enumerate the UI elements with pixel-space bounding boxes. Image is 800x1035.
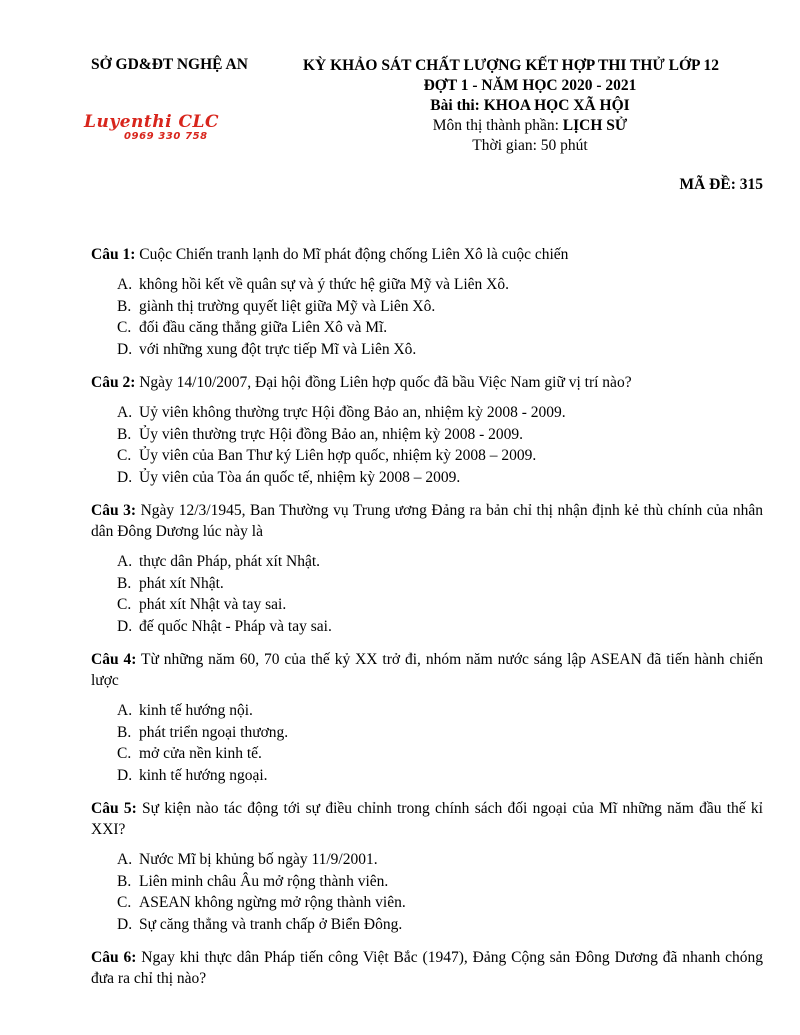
option-letter: C.: [117, 596, 132, 613]
option-text: Uỷ viên không thường trực Hội đồng Bảo an, nhiệm kỳ 2008 - 2009.: [139, 404, 566, 421]
department-name: SỞ GD&ĐT NGHỆ AN: [91, 56, 248, 73]
subject-line: [290, 116, 770, 136]
answer-option: [117, 274, 763, 296]
option-letter: A.: [117, 276, 133, 293]
answer-option: [117, 445, 763, 467]
option-letter: B.: [117, 297, 132, 315]
option-letter: A.: [117, 404, 133, 421]
question-body: Sự kiện nào tác động tới sự điều chỉnh trong chính sách đối ngoại của Mĩ những năm đầu thế kỉ XXI?: [91, 800, 763, 838]
option-text: Ủy viên của Tòa án quốc tế, nhiệm kỳ 2008 – 2009.: [139, 468, 461, 486]
answer-option: [117, 871, 763, 893]
answer-option: [117, 594, 763, 616]
question-6: [91, 947, 763, 989]
option-letter: D.: [117, 766, 133, 784]
question-3: [91, 500, 763, 637]
exam-round: ĐỢT 1 - NĂM HỌC 2020 - 2021: [423, 77, 637, 94]
option-letter: B.: [117, 872, 132, 890]
option-letter: D.: [117, 468, 133, 486]
option-text: không hồi kết về quân sự và ý thức hệ giữa Mỹ và Liên Xô.: [139, 276, 510, 293]
answer-options: [91, 849, 763, 935]
question-label: Câu 6:: [91, 949, 137, 966]
option-letter: A.: [117, 702, 133, 719]
answer-options: [91, 402, 763, 488]
question-1: [91, 244, 763, 360]
option-text: phát xít Nhật.: [139, 574, 224, 592]
question-text: [91, 947, 763, 989]
answer-option: [117, 551, 763, 573]
exam-time: Thời gian: 50 phút: [472, 137, 588, 154]
answer-option: [117, 467, 763, 489]
option-letter: B.: [117, 723, 132, 741]
option-text: phát triển ngoại thương.: [139, 723, 289, 741]
answer-option: [117, 317, 763, 339]
option-letter: C.: [117, 745, 132, 762]
question-text: [91, 798, 763, 840]
option-letter: C.: [117, 319, 132, 336]
option-text: Ủy viên thường trực Hội đồng Bảo an, nhiệm kỳ 2008 - 2009.: [139, 425, 524, 443]
question-text: [91, 244, 763, 265]
paper-label: Bài thi:: [430, 97, 484, 114]
option-letter: C.: [117, 894, 132, 911]
option-text: với những xung đột trực tiếp Mĩ và Liên Xô.: [139, 340, 417, 358]
option-letter: B.: [117, 425, 132, 443]
answer-option: [117, 892, 763, 914]
answer-option: [117, 573, 763, 595]
question-body: Ngay khi thực dân Pháp tiến công Việt Bắc (1947), Đảng Cộng sản Đông Dương đã nhanh chóng đưa ra chỉ thị nào?: [91, 949, 763, 987]
option-letter: D.: [117, 340, 133, 358]
option-text: Nước Mĩ bị khủng bố ngày 11/9/2001.: [139, 851, 378, 868]
paper-line: [290, 96, 770, 116]
answer-options: [91, 700, 763, 786]
option-text: giành thị trường quyết liệt giữa Mỹ và Liên Xô.: [139, 297, 436, 315]
question-label: Câu 5:: [91, 800, 137, 817]
question-label: Câu 4:: [91, 651, 137, 668]
option-text: kinh tế hướng nội.: [139, 702, 253, 719]
option-text: Sự căng thẳng và tranh chấp ở Biển Đông.: [139, 915, 403, 933]
answer-option: [117, 765, 763, 787]
question-body: Ngày 14/10/2007, Đại hội đồng Liên hợp quốc đã bầu Việc Nam giữ vị trí nào?: [135, 374, 632, 391]
option-letter: C.: [117, 447, 132, 464]
question-label: Câu 2:: [91, 374, 136, 391]
question-list: [91, 244, 763, 1001]
option-letter: D.: [117, 915, 133, 933]
question-2: [91, 372, 763, 488]
answer-option: [117, 424, 763, 446]
question-body: Ngày 12/3/1945, Ban Thường vụ Trung ương Đảng ra bản chỉ thị nhận định kẻ thù chính của nhân dân Đông Dương lúc này là: [91, 502, 763, 540]
logo-name: Luyenthi CLC: [84, 112, 219, 132]
answer-option: [117, 296, 763, 318]
option-letter: B.: [117, 574, 132, 592]
subject-value: LỊCH SỬ: [562, 117, 628, 134]
question-label: Câu 3:: [91, 502, 137, 519]
question-body: Từ những năm 60, 70 của thế kỷ XX trở đi, nhóm năm nước sáng lập ASEAN đã tiến hành chiến lược: [91, 651, 763, 689]
answer-option: [117, 700, 763, 722]
question-text: [91, 500, 763, 542]
subject-label: Môn thị thành phần:: [432, 117, 563, 134]
answer-options: [91, 551, 763, 637]
question-body: Cuộc Chiến tranh lạnh do Mĩ phát động chống Liên Xô là cuộc chiến: [135, 246, 569, 263]
question-text: [91, 649, 763, 691]
option-text: mở cửa nền kinh tế.: [139, 745, 262, 762]
answer-option: [117, 743, 763, 765]
option-text: đối đầu căng thẳng giữa Liên Xô và Mĩ.: [139, 319, 388, 336]
exam-header: [290, 56, 770, 156]
answer-option: [117, 849, 763, 871]
option-letter: D.: [117, 617, 133, 635]
exam-code: MÃ ĐỀ: 315: [679, 176, 763, 193]
answer-options: [91, 274, 763, 360]
option-text: kinh tế hướng ngoại.: [139, 766, 268, 784]
option-text: thực dân Pháp, phát xít Nhật.: [139, 553, 321, 570]
option-text: ASEAN không ngừng mở rộng thành viên.: [139, 894, 406, 911]
answer-option: [117, 402, 763, 424]
option-text: Ủy viên của Ban Thư ký Liên hợp quốc, nhiệm kỳ 2008 – 2009.: [139, 447, 537, 464]
option-letter: A.: [117, 851, 133, 868]
option-text: Liên minh châu Âu mở rộng thành viên.: [139, 872, 389, 890]
option-letter: A.: [117, 553, 133, 570]
question-4: [91, 649, 763, 786]
paper-value: KHOA HỌC XÃ HỘI: [483, 97, 630, 114]
question-label: Câu 1:: [91, 246, 136, 263]
answer-option: [117, 616, 763, 638]
question-5: [91, 798, 763, 935]
answer-option: [117, 339, 763, 361]
answer-option: [117, 914, 763, 936]
option-text: phát xít Nhật và tay sai.: [139, 596, 287, 613]
answer-option: [117, 722, 763, 744]
brand-logo: [84, 113, 234, 147]
question-text: [91, 372, 763, 393]
exam-title: KỲ KHẢO SÁT CHẤT LƯỢNG KẾT HỢP THI THỬ LỚP 12: [303, 57, 720, 74]
logo-phone: 0969 330 758: [124, 131, 208, 142]
option-text: đế quốc Nhật - Pháp và tay sai.: [139, 617, 332, 635]
